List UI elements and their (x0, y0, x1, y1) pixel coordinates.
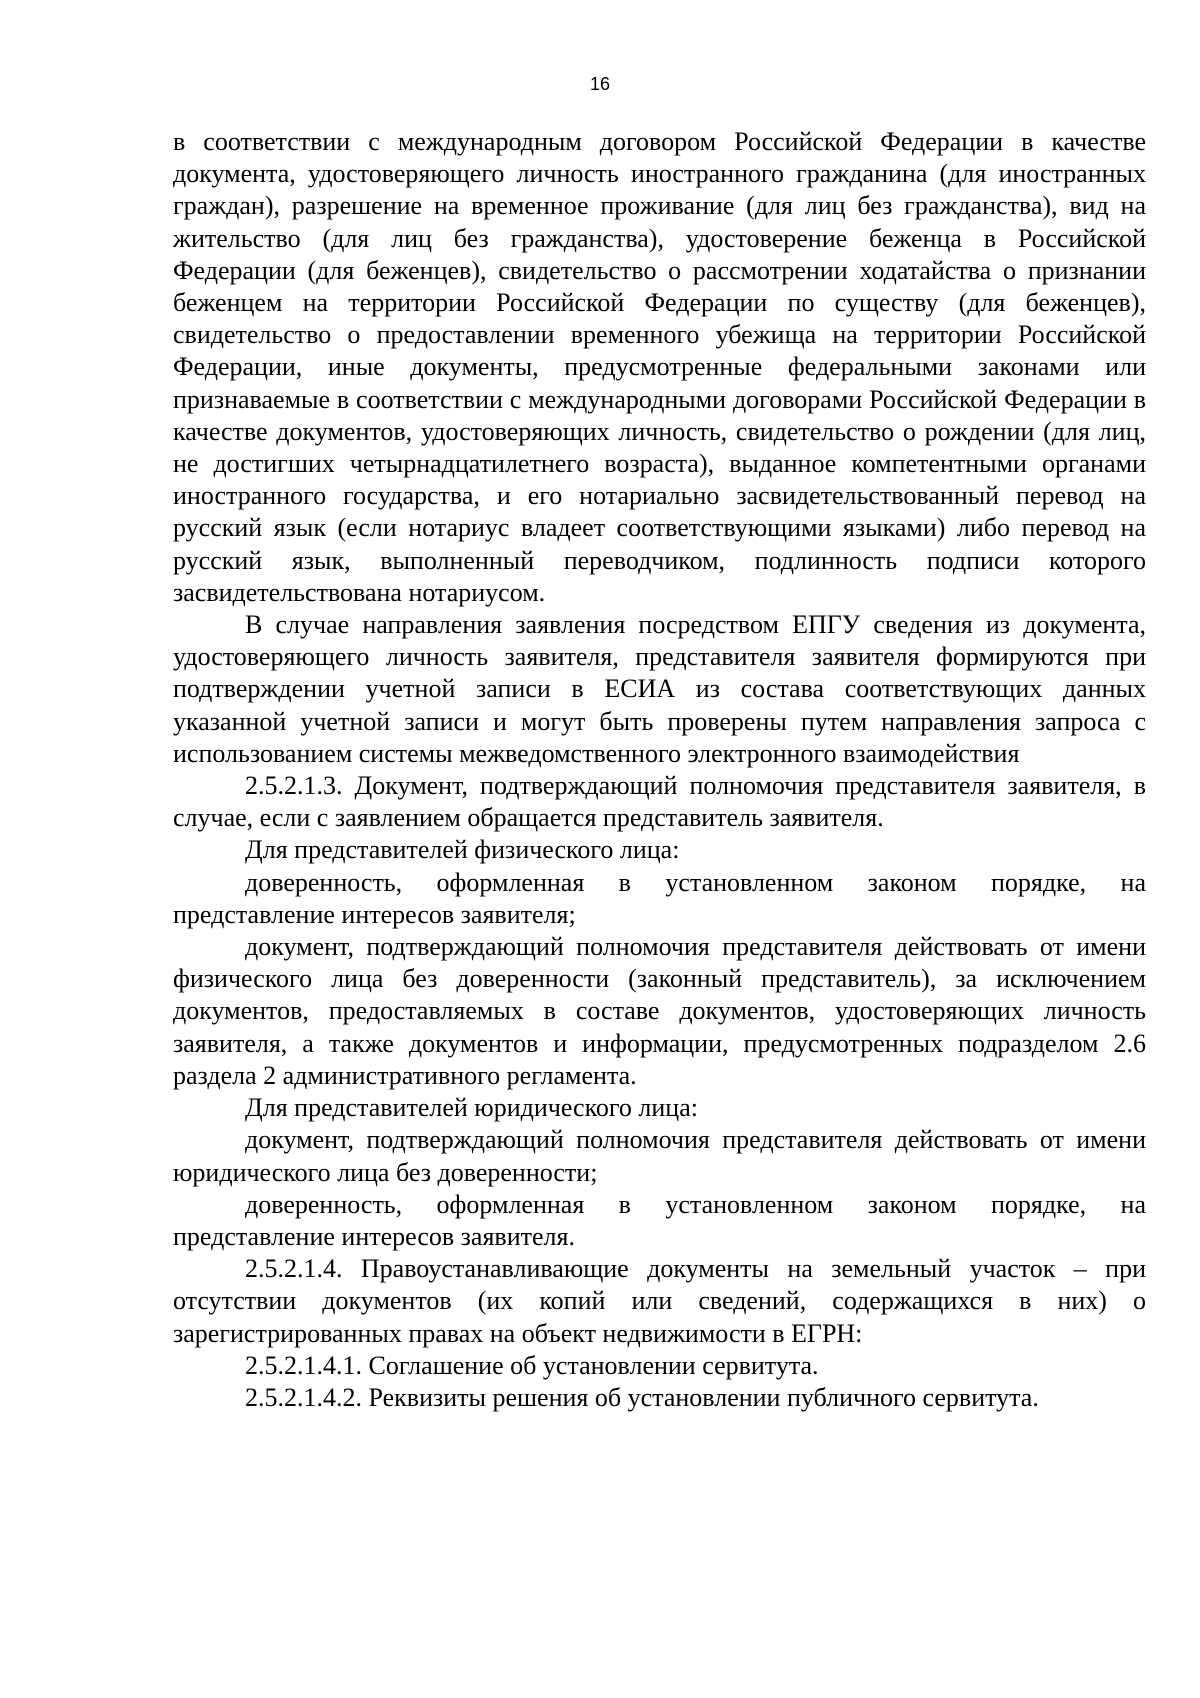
paragraph-legal-entity-authority: документ, подтверждающий полномочия представителя действовать от имени юридического лица без доверенности; (173, 1125, 1146, 1187)
paragraph-legal-entity-representatives: Для представителей юридического лица: (245, 1093, 698, 1123)
document-body (173, 126, 1146, 1414)
page-number: 16 (589, 74, 611, 94)
paragraph-2-5-2-1-4-1: 2.5.2.1.4.1. Соглашение об установлении сервитута. (245, 1350, 819, 1380)
paragraph-legal-representative-document: документ, подтверждающий полномочия представителя действовать от имени физического лица без доверенности (законный представитель), за исключением документов, предоставляемых в составе документов, удостоверяющих личность заявителя, а также документов и информации, предусмотренных подразделом 2.6 раздела 2 административного регламента. (173, 932, 1146, 1090)
paragraph-power-of-attorney-individual: доверенность, оформленная в установленном законом порядке, на представление интересов заявителя; (173, 867, 1146, 929)
paragraph-2-5-2-1-3: 2.5.2.1.3. Документ, подтверждающий полномочия представителя заявителя, в случае, если с заявлением обращается представитель заявителя. (173, 771, 1146, 833)
paragraph-2-5-2-1-4: 2.5.2.1.4. Правоустанавливающие документы на земельный участок – при отсутствии документов (их копий или сведений, содержащихся в них) о зарегистрированных правах на объект недвижимости в ЕГРН: (173, 1254, 1146, 1348)
paragraph-epgu-submission: В случае направления заявления посредством ЕПГУ сведения из документа, удостоверяющего личность заявителя, представителя заявителя формируются при подтверждении учетной записи в ЕСИА из состава соответствующих данных указанной учетной записи и могут быть проверены путем направления запроса с использованием системы межведомственного электронного взаимодействия (173, 610, 1146, 768)
paragraph-2-5-2-1-4-2: 2.5.2.1.4.2. Реквизиты решения об установлении публичного сервитута. (245, 1382, 1039, 1412)
paragraph-identity-documents-continued: в соответствии с международным договором Российской Федерации в качестве документа, удостоверяющего личность иностранного гражданина (для иностранных граждан), разрешение на временное проживание (для лиц без гражданства), вид на жительство (для лиц без гражданства), удостоверение беженца в Российской Федерации (для беженцев), свидетельство о рассмотрении ходатайства о признании беженцем на территории Российской Федерации по существу (для беженцев), свидетельство о предоставлении временного убежища на территории Российской Федерации, иные документы, предусмотренные федеральными законами или признаваемые в соответствии с международными договорами Российской Федерации в качестве документов, удостоверяющих личность, свидетельство о рождении (для лиц, не достигших четырнадцатилетнего возраста), выданное компетентными органами иностранного государства, и его нотариально засвидетельствованный перевод на русский язык (если нотариус владеет соответствующими языками) либо перевод на русский язык, выполненный переводчиком, подлинность подписи которого засвидетельствована нотариусом. (173, 127, 1146, 607)
paragraph-power-of-attorney-legal-entity: доверенность, оформленная в установленном законом порядке, на представление интересов заявителя. (173, 1189, 1146, 1251)
paragraph-individual-representatives: Для представителей физического лица: (245, 835, 680, 865)
